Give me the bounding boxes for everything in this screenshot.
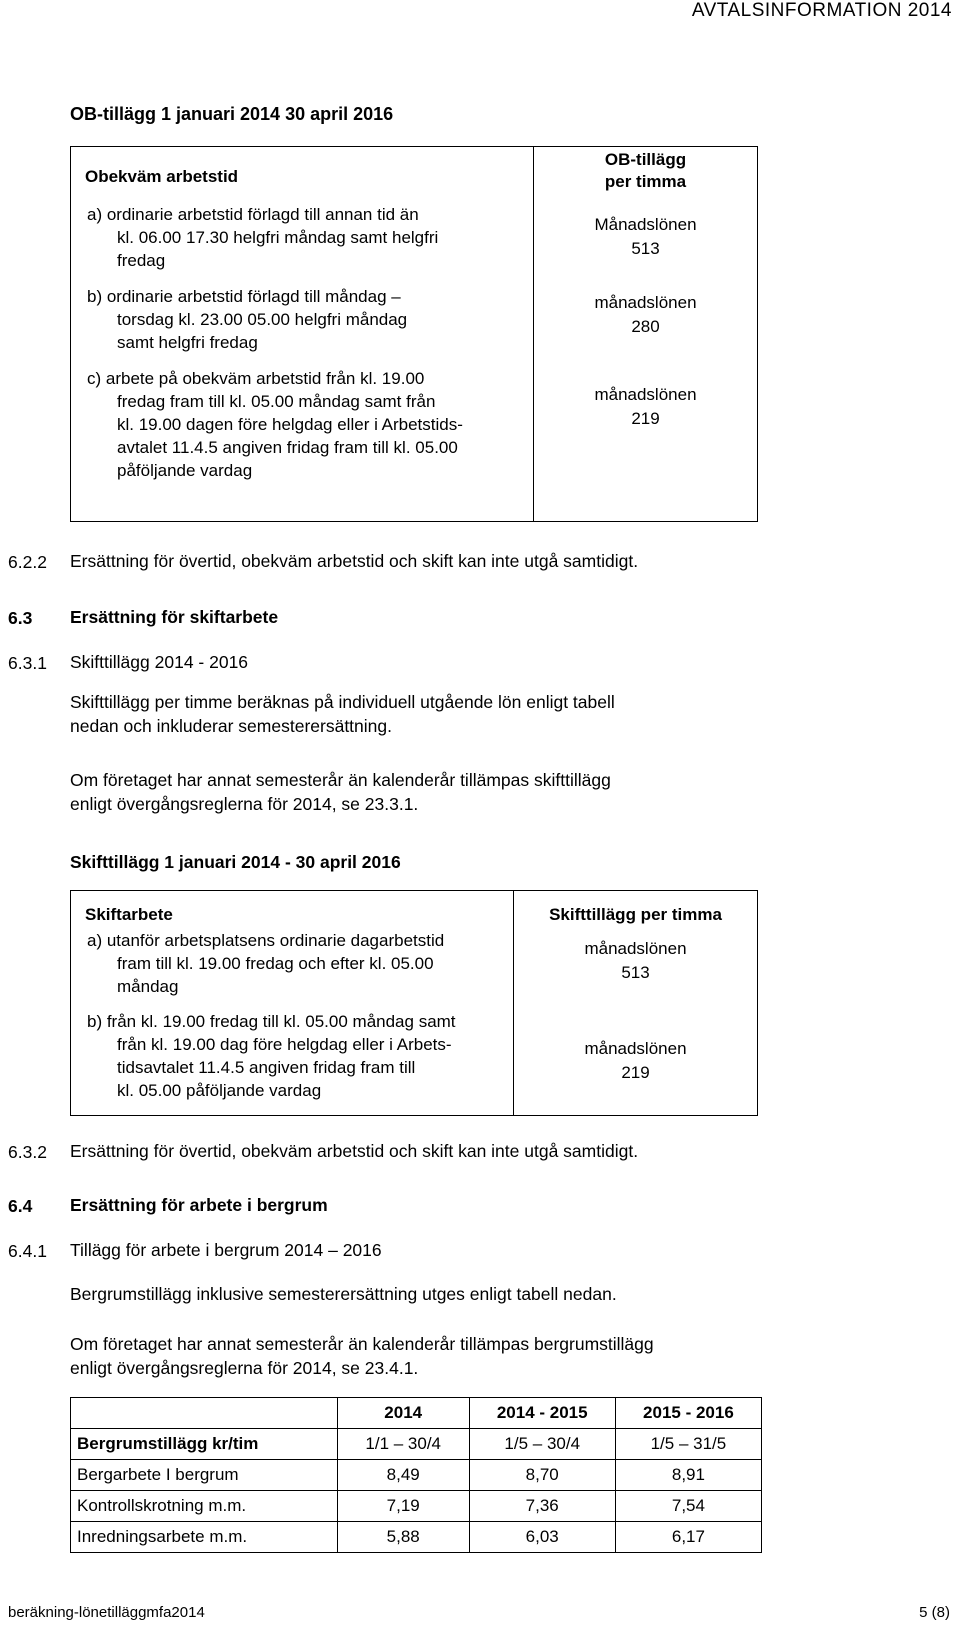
table-cell: 5,88	[337, 1522, 469, 1553]
section-6-4-1-title: Tillägg för arbete i bergrum 2014 – 2016	[70, 1240, 382, 1260]
skift-item-a-line: fram till kl. 19.00 fredag och efter kl. 05.00	[117, 954, 434, 973]
table-row	[71, 1429, 762, 1460]
ob-value-a: 513	[631, 239, 660, 258]
section-6-2-2-number: 6.2.2	[8, 552, 47, 572]
skift-item-b-line: kl. 05.00 påföljande vardag	[117, 1081, 322, 1100]
skift-item-b-line: från kl. 19.00 dag före helgdag eller i Arbets-	[117, 1035, 452, 1054]
ob-value-a-label: Månadslönen	[594, 215, 697, 234]
ob-table	[70, 146, 758, 522]
ob-table-left-cell	[71, 147, 534, 522]
column-header: 2014 - 2015	[469, 1398, 615, 1429]
section-6-4-1-number: 6.4.1	[8, 1241, 47, 1261]
ob-item-b-line: b) ordinarie arbetstid förlagd till måndag –	[87, 287, 401, 306]
section-6-2-2-text: Ersättning för övertid, obekväm arbetstid och skift kan inte utgå samtidigt.	[70, 551, 639, 571]
row-label: Bergrumstillägg kr/tim	[71, 1429, 338, 1460]
skift-left-header: Skiftarbete	[85, 905, 173, 924]
table-row	[71, 1460, 762, 1491]
column-header	[71, 1398, 338, 1429]
row-label: Kontrollskrotning m.m.	[71, 1491, 338, 1522]
section-6-4-number: 6.4	[8, 1196, 33, 1216]
paragraph-semesterar-bergrum	[70, 1332, 654, 1380]
section-6-3-1-title: Skifttillägg 2014 - 2016	[70, 652, 249, 672]
paragraph-bergrum: Bergrumstillägg inklusive semesterersättning utges enligt tabell nedan.	[70, 1284, 617, 1304]
table-cell: 1/5 – 31/5	[615, 1429, 761, 1460]
ob-item-c-line: påföljande vardag	[117, 461, 253, 480]
paragraph-line: Om företaget har annat semesterår än kalenderår tillämpas skifttillägg	[70, 770, 611, 790]
column-header: 2014	[337, 1398, 469, 1429]
section-6-3-number: 6.3	[8, 608, 33, 628]
skift-table	[70, 890, 758, 1116]
paragraph-line: enligt övergångsreglerna för 2014, se 23.4.1.	[70, 1358, 419, 1378]
ob-item-a-line: fredag	[117, 251, 166, 270]
ob-item-a-line: a) ordinarie arbetstid förlagd till annan tid än	[87, 205, 419, 224]
ob-item-c	[85, 367, 533, 482]
paragraph-semesterar	[70, 768, 611, 816]
table-cell: 7,19	[337, 1491, 469, 1522]
ob-item-c-line: avtalet 11.4.5 angiven fridag fram till kl. 05.00	[117, 438, 458, 457]
skift-right-header: Skifttillägg per timma	[549, 905, 722, 924]
ob-value-b: 280	[631, 317, 660, 336]
paragraph-line: nedan och inkluderar semesterersättning.	[70, 716, 392, 736]
footer-page-number: 5 (8)	[919, 1604, 950, 1621]
column-header: 2015 - 2016	[615, 1398, 761, 1429]
skift-item-b	[85, 1010, 513, 1102]
ob-item-c-line: kl. 19.00 dagen före helgdag eller i Arbetstids-	[117, 415, 463, 434]
ob-item-c-line: fredag fram till kl. 05.00 måndag samt från	[117, 392, 436, 411]
paragraph-line: Skifttillägg per timme beräknas på individuell utgående lön enligt tabell	[70, 692, 615, 712]
skift-table-left-cell	[71, 891, 514, 1116]
ob-item-b	[85, 285, 533, 354]
ob-item-b-line: samt helgfri fredag	[117, 333, 258, 352]
ob-left-header: Obekväm arbetstid	[85, 167, 239, 186]
table-cell: 7,36	[469, 1491, 615, 1522]
ob-item-b-line: torsdag kl. 23.00 05.00 helgfri måndag	[117, 310, 408, 329]
bergrum-table	[70, 1397, 762, 1553]
skift-item-a-line: a) utanför arbetsplatsens ordinarie dagarbetstid	[87, 931, 445, 950]
table-row	[71, 1491, 762, 1522]
ob-value-c: 219	[631, 409, 660, 428]
table-header-row	[71, 1398, 762, 1429]
table-cell: 1/5 – 30/4	[469, 1429, 615, 1460]
table-cell: 6,17	[615, 1522, 761, 1553]
table-cell: 8,91	[615, 1460, 761, 1491]
table-cell: 8,70	[469, 1460, 615, 1491]
table-cell: 8,49	[337, 1460, 469, 1491]
row-label: Inredningsarbete m.m.	[71, 1522, 338, 1553]
row-label: Bergarbete I bergrum	[71, 1460, 338, 1491]
skift-value-a: 513	[621, 963, 650, 982]
paragraph-skifttillagg	[70, 690, 615, 738]
skift-item-b-line: tidsavtalet 11.4.5 angiven fridag fram till	[117, 1058, 416, 1077]
skift-value-b-label: månadslönen	[584, 1039, 687, 1058]
skift-item-b-line: b) från kl. 19.00 fredag till kl. 05.00 måndag samt	[87, 1012, 456, 1031]
ob-value-b-label: månadslönen	[594, 293, 697, 312]
document-header: AVTALSINFORMATION 2014	[691, 0, 952, 21]
table-cell: 7,54	[615, 1491, 761, 1522]
skift-table-right-cell	[514, 891, 758, 1116]
ob-table-right-cell	[534, 147, 758, 522]
section-6-3-2-text: Ersättning för övertid, obekväm arbetstid och skift kan inte utgå samtidigt.	[70, 1141, 639, 1161]
footer-filename: beräkning-lönetilläggmfa2014	[8, 1604, 205, 1621]
table-row	[71, 1522, 762, 1553]
ob-right-header-line1: OB-tillägg	[604, 150, 687, 169]
section-6-3-title: Ersättning för skiftarbete	[70, 607, 279, 627]
skift-item-a	[85, 929, 513, 998]
skift-value-a-label: månadslönen	[584, 939, 687, 958]
skift-heading: Skifttillägg 1 januari 2014 - 30 april 2016	[70, 852, 401, 872]
section-6-3-1-number: 6.3.1	[8, 653, 47, 673]
paragraph-line: Om företaget har annat semesterår än kalenderår tillämpas bergrumstillägg	[70, 1334, 654, 1354]
section-6-4-title: Ersättning för arbete i bergrum	[70, 1195, 328, 1215]
ob-right-header-line2: per timma	[604, 172, 687, 191]
paragraph-line: enligt övergångsreglerna för 2014, se 23.3.1.	[70, 794, 419, 814]
skift-value-b: 219	[621, 1063, 650, 1082]
ob-item-a-line: kl. 06.00 17.30 helgfri måndag samt helgfri	[117, 228, 439, 247]
skift-item-a-line: måndag	[117, 977, 179, 996]
table-cell: 6,03	[469, 1522, 615, 1553]
section-6-3-2-number: 6.3.2	[8, 1142, 47, 1162]
ob-heading: OB-tillägg 1 januari 2014 30 april 2016	[70, 104, 394, 124]
ob-item-c-line: c) arbete på obekväm arbetstid från kl. 19.00	[87, 369, 425, 388]
ob-value-c-label: månadslönen	[594, 385, 697, 404]
table-cell: 1/1 – 30/4	[337, 1429, 469, 1460]
ob-item-a	[85, 203, 533, 272]
